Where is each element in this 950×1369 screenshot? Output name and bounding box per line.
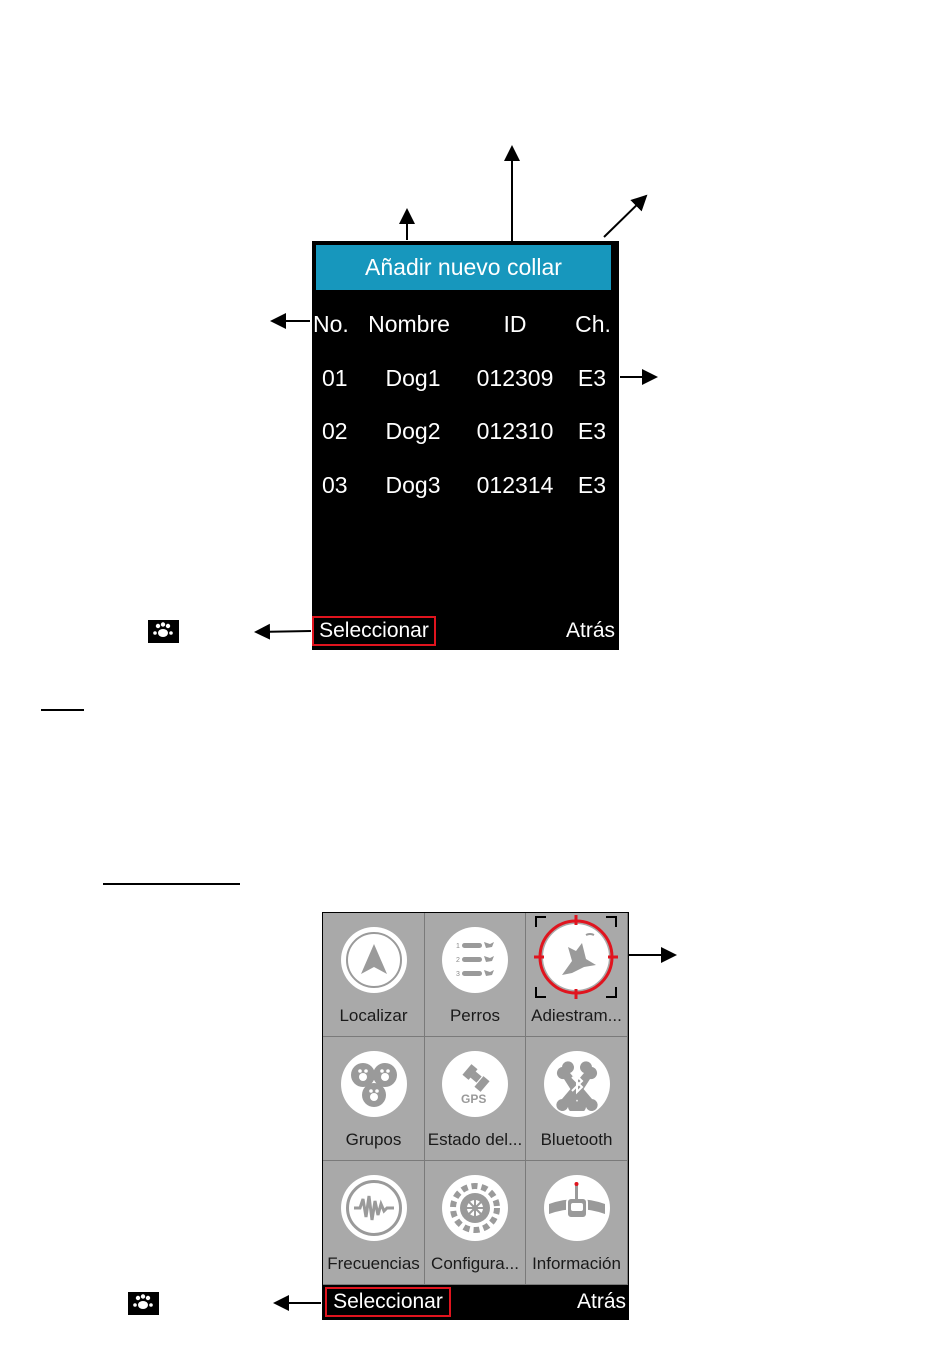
menu-tile-informacion[interactable]	[526, 1161, 628, 1285]
paw-key-icon	[148, 620, 179, 643]
menu-tile-frecuencias[interactable]	[323, 1161, 425, 1285]
svg-text:2: 2	[456, 957, 460, 964]
row-ch: E3	[577, 365, 607, 391]
menu-tile-perros[interactable]	[425, 913, 526, 1037]
menu-tile-label: Adiestram...	[531, 1006, 622, 1025]
arrow-corner	[604, 196, 646, 237]
settings-gear-icon	[447, 1180, 503, 1236]
waveform-icon	[352, 1193, 396, 1223]
dog-list-icon	[450, 937, 500, 983]
main-menu-screen	[322, 912, 629, 1320]
back-softkey[interactable]: Atrás	[565, 619, 615, 642]
section-underline	[103, 883, 240, 885]
row-id: 012314	[476, 472, 554, 498]
collar-info-icon	[547, 1180, 607, 1236]
row-name: Dog2	[385, 418, 441, 444]
select-softkey[interactable]: Seleccionar	[325, 1287, 451, 1317]
paw-key-icon	[128, 1292, 159, 1315]
back-softkey[interactable]: Atrás	[576, 1290, 626, 1313]
row-id: 012309	[476, 365, 554, 391]
add-collar-screen	[312, 241, 619, 650]
column-id: ID	[503, 311, 527, 337]
menu-tile-grupos[interactable]	[323, 1037, 425, 1161]
row-ch: E3	[577, 472, 607, 498]
menu-tile-label: Localizar	[339, 1006, 408, 1025]
menu-tile-label: Configura...	[431, 1254, 519, 1273]
screen-title: Añadir nuevo collar	[314, 243, 613, 292]
arrow-select1	[256, 631, 311, 632]
row-id: 012310	[476, 418, 554, 444]
menu-tile-label: Perros	[449, 1006, 501, 1025]
row-no: 01	[322, 365, 348, 391]
row-name: Dog3	[385, 472, 441, 498]
column-no: No.	[313, 311, 349, 337]
menu-tile-adiestramiento[interactable]	[526, 913, 628, 1037]
navigation-arrow-icon	[354, 940, 394, 980]
menu-grid	[323, 913, 628, 1285]
select-softkey[interactable]: Seleccionar	[312, 616, 436, 646]
svg-text:1: 1	[456, 943, 460, 950]
column-name: Nombre	[368, 311, 450, 337]
column-ch: Ch.	[575, 311, 611, 337]
menu-tile-label: Información	[532, 1254, 621, 1273]
menu-tile-label: Grupos	[345, 1130, 402, 1149]
paw-group-icon	[345, 1055, 403, 1113]
menu-tile-estado-gps[interactable]	[425, 1037, 526, 1161]
menu-tile-label: Estado del...	[427, 1130, 523, 1149]
gps-text: GPS	[461, 1092, 487, 1106]
row-no: 02	[322, 418, 348, 444]
menu-tile-localizar[interactable]	[323, 913, 425, 1037]
training-target-icon	[526, 913, 626, 1005]
row-no: 03	[322, 472, 348, 498]
menu-tile-label: Bluetooth	[540, 1130, 613, 1149]
note-underline	[41, 709, 84, 711]
menu-tile-bluetooth[interactable]	[526, 1037, 628, 1161]
row-name: Dog1	[385, 365, 441, 391]
svg-text:3: 3	[456, 971, 460, 978]
menu-tile-configuracion[interactable]	[425, 1161, 526, 1285]
satellite-gps-icon	[450, 1059, 500, 1109]
bluetooth-bone-icon	[550, 1057, 604, 1111]
row-ch: E3	[577, 418, 607, 444]
menu-tile-label: Frecuencias	[327, 1254, 420, 1273]
